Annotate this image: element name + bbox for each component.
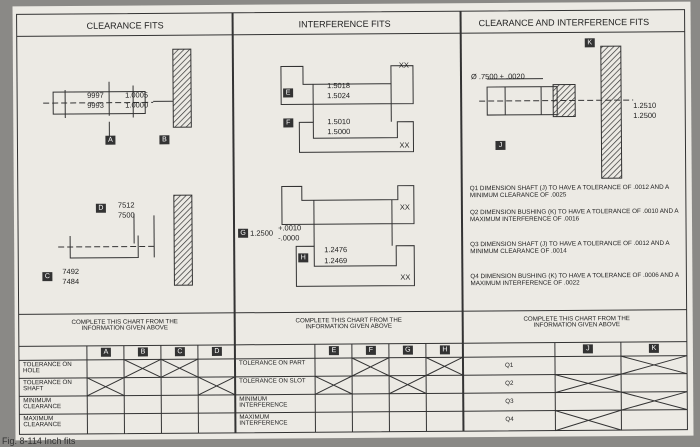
label-b: B xyxy=(159,135,169,144)
complete-chart-2: COMPLETE THIS CHART FROM THE INFORMATION GIVEN ABOVE xyxy=(295,316,402,331)
mark-f: XX xyxy=(399,140,410,150)
complete-chart-1: COMPLETE THIS CHART FROM THE INFORMATION GIVEN ABOVE xyxy=(71,318,178,333)
question-4: Q4 DIMENSION BUSHING (K) TO HAVE A TOLERANCE OF .0006 AND A MAXIMUM INTERFERENCE OF .0022 xyxy=(470,271,679,288)
shaft-c-upper: 7492 xyxy=(62,266,80,277)
f-upper: 1.5010 xyxy=(327,117,351,127)
table1-col-a: A xyxy=(101,348,111,357)
table1-row-3: MINIMUM CLEARANCE xyxy=(23,397,62,411)
f-lower: 1.5000 xyxy=(327,127,351,137)
table3-row-2: Q2 xyxy=(505,379,514,387)
table2-col-f: F xyxy=(366,346,376,355)
table1-row-4: MAXIMUM CLEARANCE xyxy=(23,415,62,429)
table2-row-4: MAXIMUM INTERFERENCE xyxy=(239,413,288,428)
e-lower: 1.5024 xyxy=(327,91,351,101)
table1-row-2: TOLERANCE ON SHAFT xyxy=(23,378,72,393)
question-2: Q2 DIMENSION BUSHING (K) TO HAVE A TOLERANCE OF .0010 AND A MAXIMUM INTERFERENCE OF .0016 xyxy=(469,207,679,224)
bushing-lower: 1.2500 xyxy=(633,110,657,121)
hole-d-lower: 7500 xyxy=(117,210,135,220)
table3-row-1: Q1 xyxy=(504,361,514,369)
table2-row-2: TOLERANCE ON SLOT xyxy=(239,377,306,385)
table3-row-3: Q3 xyxy=(505,397,514,405)
g-plus: +.0010 xyxy=(278,223,302,233)
label-e: E xyxy=(283,88,293,97)
hole-b-upper: 1.0005 xyxy=(125,90,149,100)
shaft-j-dim: Ø .7500 ± .0020 xyxy=(470,71,525,82)
table3-col-k: K xyxy=(649,344,659,353)
table1-col-c: C xyxy=(175,347,185,356)
shaft-a-lower: 9993 xyxy=(87,100,104,110)
question-1: Q1 DIMENSION SHAFT (J) TO HAVE A TOLERANCE OF .0012 AND A MINIMUM CLEARANCE OF .0025 xyxy=(469,183,669,200)
shaft-a-upper: 9997 xyxy=(87,90,104,100)
label-j: J xyxy=(495,141,505,150)
label-h: H xyxy=(298,253,308,262)
label-a: A xyxy=(105,136,115,145)
label-c: C xyxy=(42,272,52,281)
mark-h: XX xyxy=(400,272,411,282)
label-k: K xyxy=(585,38,595,47)
label-d: D xyxy=(96,204,106,213)
h-upper: 1.2476 xyxy=(324,245,348,255)
figure-caption: Fig. 8-114 Inch fits xyxy=(2,436,76,446)
table2-col-g: G xyxy=(403,346,413,355)
g-nominal: 1.2500 xyxy=(250,228,274,238)
table2-col-e: E xyxy=(329,346,339,355)
hole-d-upper: 7512 xyxy=(117,200,135,210)
clearance-interference-header: CLEARANCE AND INTERFERENCE FITS xyxy=(478,16,650,29)
shaft-c-lower: 7484 xyxy=(62,276,80,287)
table2-col-h: H xyxy=(440,345,450,354)
mark-e: XX xyxy=(398,60,409,70)
table1-col-b: B xyxy=(138,347,148,356)
label-g: G xyxy=(238,229,248,238)
e-upper: 1.5018 xyxy=(327,81,351,91)
question-3: Q3 DIMENSION SHAFT (J) TO HAVE A TOLERANCE OF .0012 AND A MINIMUM CLEARANCE OF .0014 xyxy=(470,239,670,256)
clearance-fits-header: CLEARANCE FITS xyxy=(86,20,164,31)
table2-row-3: MINIMUM INTERFERENCE xyxy=(239,395,288,410)
bushing-upper: 1.2510 xyxy=(633,100,657,111)
table3-row-4: Q4 xyxy=(505,415,514,423)
worksheet xyxy=(12,2,693,441)
table1-col-d: D xyxy=(212,347,222,356)
label-f: F xyxy=(283,118,293,127)
complete-chart-3: COMPLETE THIS CHART FROM THE INFORMATION GIVEN ABOVE xyxy=(523,315,630,329)
hole-b-lower: 1.0000 xyxy=(125,100,149,110)
table1-row-1: TOLERANCE ON HOLE xyxy=(22,360,72,375)
interference-fits-header: INTERFERENCE FITS xyxy=(298,18,391,30)
table3-col-j: J xyxy=(583,344,593,353)
mark-g: XX xyxy=(399,202,410,212)
table2-row-1: TOLERANCE ON PART xyxy=(238,359,306,367)
g-minus: -.0000 xyxy=(278,233,300,243)
h-lower: 1.2469 xyxy=(324,256,348,266)
